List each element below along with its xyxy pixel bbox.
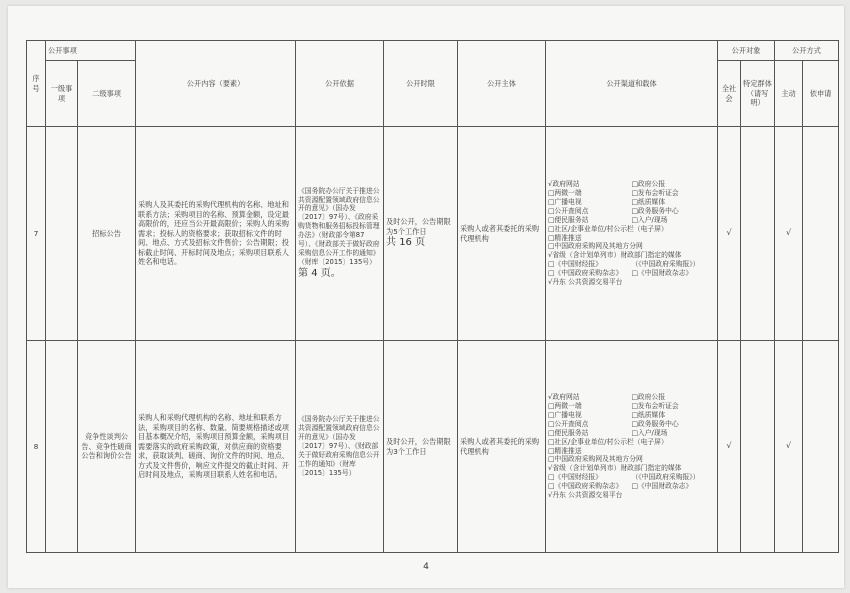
document-page — [8, 6, 844, 588]
page-number: 4 — [423, 562, 429, 572]
channel-item: □发布会听证会 — [631, 188, 679, 197]
channel-item: □中国政府采购网及其地方分网 — [548, 455, 643, 464]
channel-item: □《中国政府采购杂志》 — [548, 482, 623, 491]
row-method-active: √ — [775, 127, 803, 341]
channel-item: □政务服务中心 — [631, 419, 679, 428]
row-basis-cell — [296, 341, 384, 553]
header-seq: 序号 — [27, 41, 46, 127]
row-seq: 8 — [27, 341, 46, 553]
channel-item: □广播电视 — [548, 197, 582, 206]
channel-item: □便民服务站 — [548, 428, 589, 437]
header-items-group: 公开事项 — [46, 41, 136, 61]
header-basis: 公开依据 — [296, 41, 384, 127]
row-content: 采购人和采购代理机构的名称、地址和联系方法，采购项目的名称、数量、简要规格描述或项目基本概况介绍，采购项目预算金额，采购项目需要落实的政府采购政策，对供应商的资格要求，获取谈判、磋商、询价文件的时间、地点、方式及文件售价，响应文件提交的截止时间、开启时间及地点，采购项目联系人姓名和电话。 — [136, 341, 296, 553]
channel-item: □政务服务中心 — [631, 206, 679, 215]
channel-item: □入户/现场 — [631, 428, 668, 437]
channel-item: √丹东 公共资源交易平台 — [548, 491, 623, 500]
channel-item: □《中国财政杂志》 — [631, 482, 693, 491]
channel-item: □广播电视 — [548, 410, 582, 419]
channel-item: □政府公报 — [631, 392, 666, 401]
row-target-all: √ — [718, 127, 741, 341]
header-subject: 公开主体 — [458, 41, 546, 127]
channel-item: √省级（含计划单列市）财政部门指定的媒体 — [548, 464, 682, 473]
channel-item: □政府公报 — [631, 179, 666, 188]
channel-item: □公开查阅点 — [548, 419, 589, 428]
channel-item: □《中国财政杂志》 — [631, 269, 693, 278]
channel-item: □《中国财经报》 — [548, 260, 603, 269]
row-channels — [546, 127, 718, 341]
channel-item: □《中国财经报》 — [548, 473, 603, 482]
channel-item: √省级（含计划单列市）财政部门指定的媒体 — [548, 251, 682, 260]
row-basis-note: 第 4 页。 — [298, 268, 341, 280]
row-seq: 7 — [27, 127, 46, 341]
channel-item: □中国政府采购网及其地方分网 — [548, 242, 643, 251]
channel-item: √政府网站 — [548, 392, 580, 401]
row-target-specific — [741, 341, 775, 553]
row-basis: 《国务院办公厅关于推进公共资源配置领域政府信息公开的意见》（国办发〔2017〕97号）、《财政部关于做好政府采购信息公开工作的通知》（财库〔2015〕135号） — [298, 415, 380, 477]
channel-item: √政府网站 — [548, 179, 580, 188]
channel-item: □便民服务站 — [548, 215, 589, 224]
row-subject: 采购人或者其委托的采购代理机构 — [458, 341, 546, 553]
row-subject: 采购人或者其委托的采购代理机构 — [458, 127, 546, 341]
header-method-request: 依申请 — [803, 61, 839, 127]
channel-item: □《中国政府采购杂志》 — [548, 269, 623, 278]
header-level2: 二级事项 — [78, 61, 136, 127]
header-content: 公开内容（要素） — [136, 41, 296, 127]
channel-item: □社区/企事业单位/村公示栏（电子屏） — [548, 437, 668, 446]
row-basis: 《国务院办公厅关于推进公共资源配置领域政府信息公开的意见》（国办发〔2017〕97号）、《政府采购货物和服务招标投标管理办法》（财政部令第87号）、《财政部关于做好政府采购信息公开工作的通知》（财库〔2015〕135号） — [298, 186, 380, 267]
channel-item: □入户/现场 — [631, 215, 668, 224]
row-level2: 招标公告 — [78, 127, 136, 341]
header-level1: 一级事项 — [46, 61, 78, 127]
channel-item: □两微一端 — [548, 188, 582, 197]
header-target-specific: 特定群体（请写明） — [741, 61, 775, 127]
row-time: 及时公开，公告期限为3个工作日 — [386, 437, 451, 456]
row-method-active: √ — [775, 341, 803, 553]
header-method-group: 公开方式 — [775, 41, 839, 61]
channel-item: □精准推送 — [548, 446, 582, 455]
header-channels: 公开渠道和载体 — [546, 41, 718, 127]
row-method-request — [803, 127, 839, 341]
table-row — [27, 341, 839, 553]
row-method-request — [803, 341, 839, 553]
channel-item: □社区/企事业单位/村公示栏（电子屏） — [548, 224, 668, 233]
channel-item: □精准推送 — [548, 233, 582, 242]
table-row — [27, 127, 839, 341]
row-target-all: √ — [718, 341, 741, 553]
row-time-cell — [384, 127, 458, 341]
header-time: 公开时限 — [384, 41, 458, 127]
header-row-1 — [27, 41, 839, 61]
row-time-note: 共 16 页 — [386, 237, 426, 249]
row-level2: 竞争性谈判公告、竞争性磋商公告和询价公告 — [78, 341, 136, 553]
channel-item: □公开查阅点 — [548, 206, 589, 215]
channel-item: √丹东 公共资源交易平台 — [548, 278, 623, 287]
channel-item: □纸质媒体 — [631, 197, 666, 206]
row-target-specific — [741, 127, 775, 341]
channel-item: （《中国政府采购报》） — [631, 473, 700, 482]
row-basis-cell — [296, 127, 384, 341]
row-content: 采购人及其委托的采购代理机构的名称、地址和联系方法；采购项目的名称、预算金额，设定最高限价的，还应当公开最高限价；采购人的采购需求；投标人的资格要求；获取招标文件的时间、地点、方式及招标文件售价；公告期限；投标截止时间、开标时间及地点；采购项目联系人姓名和电话。 — [136, 127, 296, 341]
header-target-all: 全社会 — [718, 61, 741, 127]
row-time-cell — [384, 341, 458, 553]
channel-item: □发布会听证会 — [631, 401, 679, 410]
channel-item: □两微一端 — [548, 401, 582, 410]
row-level1 — [46, 127, 78, 341]
header-target-group: 公开对象 — [718, 41, 775, 61]
row-level1 — [46, 341, 78, 553]
row-time: 及时公开，公告期限为5个工作日 — [386, 217, 451, 236]
row-channels — [546, 341, 718, 553]
disclosure-table — [26, 40, 839, 553]
channel-item: □纸质媒体 — [631, 410, 666, 419]
channel-item: （《中国政府采购报》） — [631, 260, 700, 269]
header-method-active: 主动 — [775, 61, 803, 127]
